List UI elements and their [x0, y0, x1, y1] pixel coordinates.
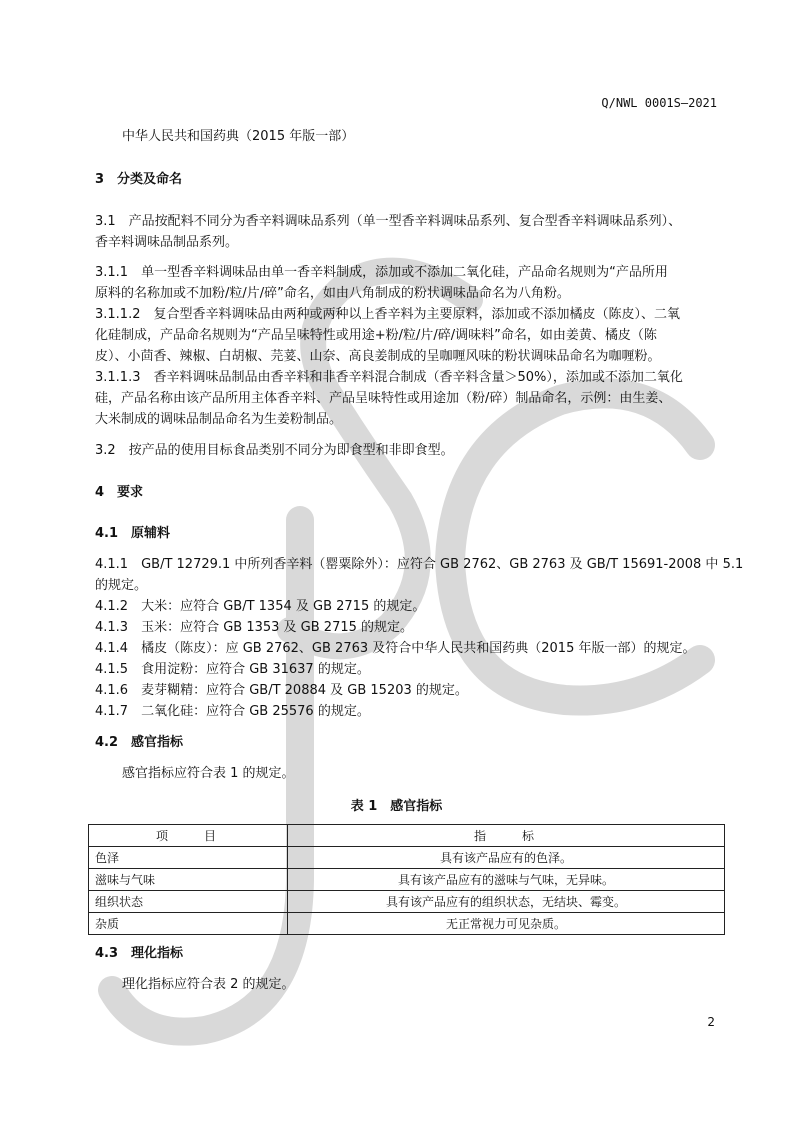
table1-title: 表 1 感官指标 — [350, 799, 443, 814]
para-3-1-1-2-line2: 化硅制成，产品命名规则为“产品呈味特性或用途+粉/粒/片/碎/调味料”命名，如由姜黄、橘皮（陈 — [95, 328, 657, 343]
para-4-1-1-line2: 的规定。 — [95, 578, 148, 593]
para-4-1-4: 4.1.4 橘皮（陈皮）：应 GB 2762、GB 2763 及符合中华人民共和国药典（2015 年版一部）的规定。 — [95, 641, 696, 656]
table-cell-index: 无正常视力可见杂质。 — [288, 913, 725, 935]
para-4-1-7: 4.1.7 二氧化硅：应符合 GB 25576 的规定。 — [95, 704, 370, 719]
subsection-heading-4-2: 4.2 感官指标 — [95, 735, 184, 750]
para-4-1-2: 4.1.2 大米：应符合 GB/T 1354 及 GB 2715 的规定。 — [95, 599, 426, 614]
para-3-1-1-line2: 原料的名称加或不加粉/粒/片/碎”命名，如由八角制成的粉状调味品命名为八角粉。 — [95, 286, 570, 301]
table-cell-index: 具有该产品应有的组织状态，无结块、霉变。 — [288, 891, 725, 913]
table-row — [89, 913, 725, 935]
para-3-1-1-2-line1: 3.1.1.2 复合型香辛料调味品由两种或两种以上香辛料为主要原料，添加或不添加橘皮（陈皮）、二氧 — [95, 307, 680, 322]
table-cell-index: 具有该产品应有的色泽。 — [288, 847, 725, 869]
para-4-1-1-line1: 4.1.1 GB/T 12729.1 中所列香辛料（罂粟除外）：应符合 GB 2762、GB 2763 及 GB/T 15691-2008 中 5.1 — [95, 557, 744, 572]
table-row — [89, 847, 725, 869]
sensory-table — [88, 824, 725, 935]
standard-code: Q/NWL 0001S—2021 — [601, 96, 717, 110]
para-4-3: 理化指标应符合表 2 的规定。 — [122, 977, 295, 992]
para-3-2: 3.2 按产品的使用目标食品类别不同分为即食型和非即食型。 — [95, 443, 454, 458]
para-3-1-1-3-line3: 大米制成的调味品制品命名为生姜粉制品。 — [95, 412, 343, 427]
para-4-1-5: 4.1.5 食用淀粉：应符合 GB 31637 的规定。 — [95, 662, 370, 677]
table-cell-item: 滋味与气味 — [89, 869, 288, 891]
line-pharmacopoeia: 中华人民共和国药典（2015 年版一部） — [122, 129, 355, 144]
subsection-heading-4-3: 4.3 理化指标 — [95, 946, 184, 961]
para-4-2: 感官指标应符合表 1 的规定。 — [122, 766, 295, 781]
para-4-1-6: 4.1.6 麦芽糊精：应符合 GB/T 20884 及 GB 15203 的规定。 — [95, 683, 468, 698]
para-3-1-1-3-line2: 硅，产品名称由该产品所用主体香辛料、产品呈味特性或用途加（粉/碎）制品命名，示例：由生姜、 — [95, 391, 672, 406]
para-3-1-1-line1: 3.1.1 单一型香辛料调味品由单一香辛料制成，添加或不添加二氧化硅，产品命名规则为“产品所用 — [95, 265, 668, 280]
section-heading-3: 3 分类及命名 — [95, 172, 183, 187]
table-cell-item: 色泽 — [89, 847, 288, 869]
table-cell-item: 杂质 — [89, 913, 288, 935]
table-row — [89, 891, 725, 913]
table-cell-index: 具有该产品应有的滋味与气味，无异味。 — [288, 869, 725, 891]
para-3-1-1-3-line1: 3.1.1.3 香辛料调味品制品由香辛料和非香辛料混合制成（香辛料含量＞50%），添加或不添加二氧化 — [95, 370, 683, 385]
para-3-1-line2: 香辛料调味品制品系列。 — [95, 235, 239, 250]
subsection-heading-4-1: 4.1 原辅料 — [95, 526, 171, 541]
para-3-1-1-2-line3: 皮）、小茴香、辣椒、白胡椒、芫荽、山奈、高良姜制成的呈咖喱风味的粉状调味品命名为咖喱粉。 — [95, 349, 661, 364]
para-4-1-3: 4.1.3 玉米：应符合 GB 1353 及 GB 2715 的规定。 — [95, 620, 414, 635]
table-header-item: 项 目 — [89, 825, 288, 847]
table-row — [89, 869, 725, 891]
section-heading-4: 4 要求 — [95, 485, 144, 500]
para-3-1-line1: 3.1 产品按配料不同分为香辛料调味品系列（单一型香辛料调味品系列、复合型香辛料调味品系列）、 — [95, 214, 682, 229]
table-header-row — [89, 825, 725, 847]
table-header-index: 指 标 — [288, 825, 725, 847]
page-number: 2 — [707, 1015, 715, 1029]
table-cell-item: 组织状态 — [89, 891, 288, 913]
